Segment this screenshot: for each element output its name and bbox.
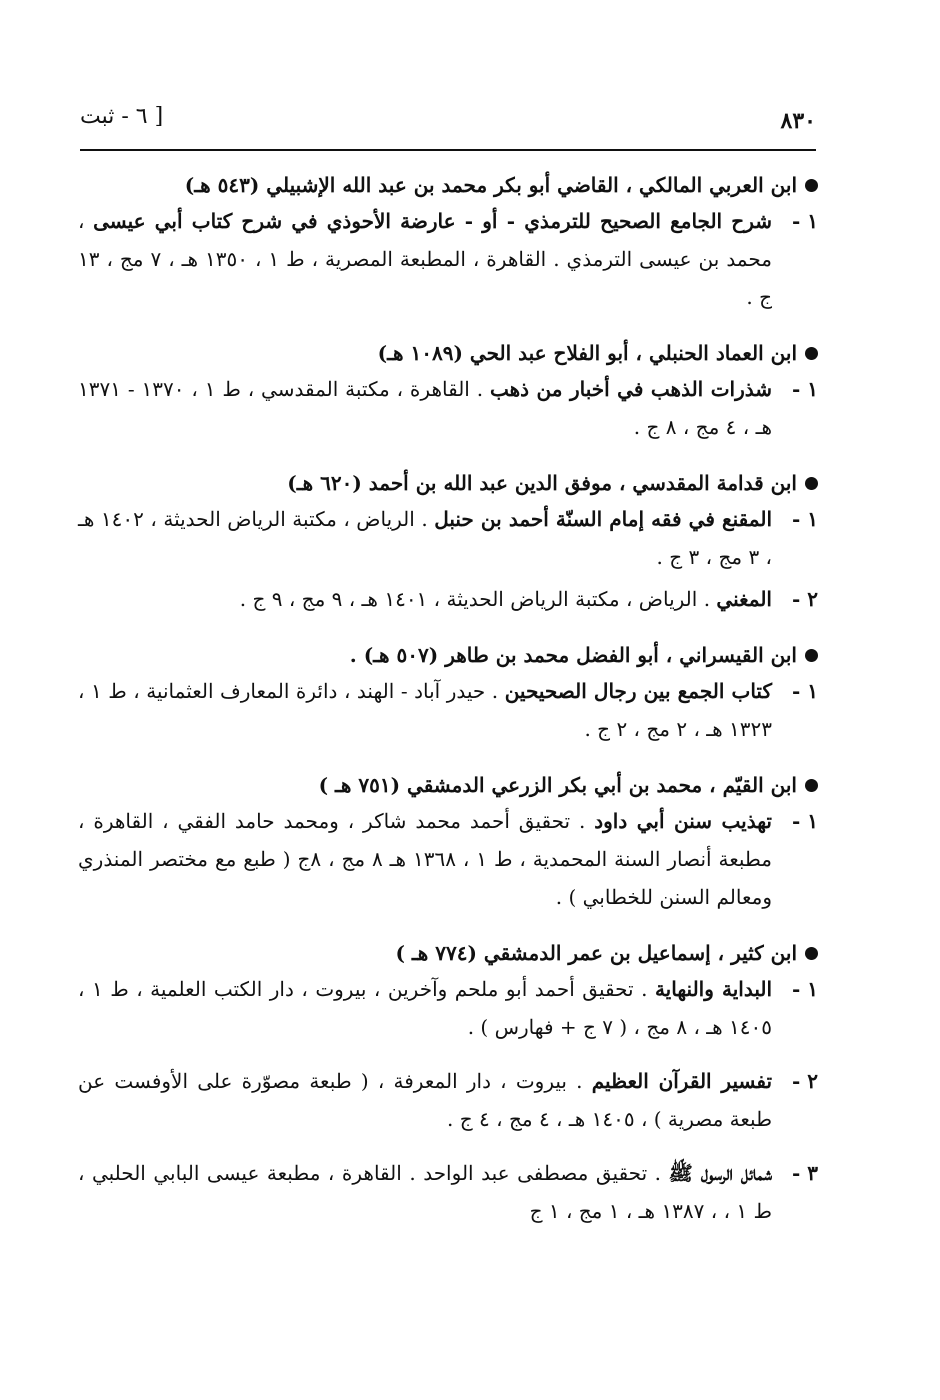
- work-item: [78, 802, 818, 916]
- work-text: [78, 970, 772, 1046]
- work-details: . القاهرة ، مكتبة المقدسي ، ط ١ ، ١٣٧٠ - ١٣٧١ هـ ، ٤ مج ، ٨ ج .: [78, 377, 772, 439]
- page-header: [80, 102, 816, 142]
- work-text: [78, 500, 772, 576]
- bullet-icon: [805, 649, 818, 662]
- work-item: [78, 672, 818, 748]
- work-text: [78, 202, 772, 316]
- bullet-icon: [805, 779, 818, 792]
- bibliography-entry: [78, 768, 818, 916]
- bullet-icon: [805, 477, 818, 490]
- bibliography-entry: [78, 638, 818, 748]
- work-details: . بيروت ، دار المعرفة ، ( طبعة مصوّرة على الأوفست عن طبعة مصرية ) ، ١٤٠٥ هـ ، ٤ مج ، ٤ ج .: [78, 1069, 772, 1131]
- bibliography-list: [78, 168, 818, 1250]
- work-item: [78, 1154, 818, 1230]
- bibliography-entry: [78, 168, 818, 316]
- work-title: البداية والنهاية: [654, 977, 773, 1001]
- work-text: [78, 370, 772, 446]
- work-text: [78, 802, 772, 916]
- bibliography-entry: [78, 336, 818, 446]
- work-text: [78, 1154, 772, 1230]
- work-details: . الرياض ، مكتبة الرياض الحديثة ، ١٤٠١ هـ ، ٩ مج ، ٩ ج .: [239, 587, 711, 611]
- work-title: المقنع في فقه إمام السنّة أحمد بن حنبل: [434, 507, 772, 531]
- entry-author-line: [78, 168, 818, 202]
- work-title: شرح الجامع الصحيح للترمذي - أو - عارضة الأحوذي في شرح كتاب أبي عيسى: [93, 209, 773, 233]
- work-number: ١ -: [791, 377, 818, 401]
- work-text: [78, 672, 772, 748]
- work-details: . تحقيق أحمد أبو ملحم وآخرين ، بيروت ، دار الكتب العلمية ، ط ١ ، ١٤٠٥ هـ ، ٨ مج ، ( ٧ ج + فهارس ) .: [78, 977, 772, 1039]
- entry-author-line: [78, 336, 818, 370]
- page-number: ٨٣٠: [780, 108, 816, 134]
- work-title: تفسير القرآن العظيم: [591, 1069, 773, 1093]
- work-number: ١ -: [791, 209, 818, 233]
- work-item: [78, 202, 818, 316]
- work-number: ١ -: [791, 507, 818, 531]
- work-number: ١ -: [791, 809, 818, 833]
- work-text: [78, 580, 772, 618]
- bullet-icon: [805, 347, 818, 360]
- work-text: [78, 1062, 772, 1138]
- entry-author-line: [78, 638, 818, 672]
- work-item: [78, 500, 818, 576]
- work-number: ١ -: [791, 679, 818, 703]
- work-details: . الرياض ، مكتبة الرياض الحديثة ، ١٤٠٢ هـ ، ٣ مج ، ٣ ج .: [78, 507, 772, 569]
- entry-author-line: [78, 768, 818, 802]
- entry-author-line: [78, 466, 818, 500]
- author-name: ابن العماد الحنبلي ، أبو الفلاح عبد الحي (١٠٨٩ هـ): [377, 341, 797, 365]
- work-item: [78, 580, 818, 618]
- bibliography-entry: [78, 466, 818, 618]
- work-title: تهذيب سنن أبي داود: [594, 809, 772, 833]
- work-details: . تحقيق مصطفى عبد الواحد . القاهرة ، مطبعة عيسى البابي الحلبي ، ط ١ ، ، ١٣٨٧ هـ ، ١ مج ، ١ ج: [78, 1161, 772, 1223]
- work-title: المغني: [716, 587, 772, 611]
- work-details: ، محمد بن عيسى الترمذي . القاهرة ، المطبعة المصرية ، ط ١ ، ١٣٥٠ هـ ، ٧ مج ، ١٣ ج .: [78, 209, 772, 309]
- entry-author-line: [78, 936, 818, 970]
- work-details: . تحقيق أحمد محمد شاكر ، ومحمد حامد الفقي ، القاهرة ، مطبعة أنصار السنة المحمدية ، ط ١ ، ١٣٦٨ هـ ٨ مج ، ٨ج ( طبع مع مختصر المنذري ومعالم السنن للخطابي ) .: [78, 809, 773, 909]
- work-title: شمائل الرسول ﷺ: [668, 1161, 773, 1185]
- work-number: ١ -: [791, 977, 818, 1001]
- author-name: ابن قدامة المقدسي ، موفق الدين عبد الله بن أحمد (٦٢٠ هـ): [287, 471, 797, 495]
- author-name: ابن القيّم ، محمد بن أبي بكر الزرعي الدمشقي (٧٥١ هـ ): [318, 773, 797, 797]
- author-name: ابن القيسراني ، أبو الفضل محمد بن طاهر (٥٠٧ هـ) .: [349, 643, 797, 667]
- work-details: . حيدر آباد - الهند ، دائرة المعارف العثمانية ، ط ١ ، ١٣٢٣ هـ ، ٢ مج ، ٢ ج .: [78, 679, 772, 741]
- work-number: ٢ -: [791, 587, 818, 611]
- bullet-icon: [805, 179, 818, 192]
- work-item: [78, 370, 818, 446]
- work-number: ٣ -: [791, 1161, 818, 1185]
- work-item: [78, 970, 818, 1046]
- author-name: ابن كثير ، إسماعيل بن عمر الدمشقي (٧٧٤ هـ ): [395, 941, 797, 965]
- bullet-icon: [805, 947, 818, 960]
- header-rule: [80, 149, 816, 151]
- work-title: كتاب الجمع بين رجال الصحيحين: [504, 679, 772, 703]
- work-number: ٢ -: [791, 1069, 818, 1093]
- bibliography-entry: [78, 936, 818, 1230]
- author-name: ابن العربي المالكي ، القاضي أبو بكر محمد بن عبد الله الإشبيلي (٥٤٣ هـ): [184, 173, 797, 197]
- work-title: شذرات الذهب في أخبار من ذهب: [489, 377, 773, 401]
- running-head: [ ٦ - ثبت: [80, 104, 164, 129]
- work-item: [78, 1062, 818, 1138]
